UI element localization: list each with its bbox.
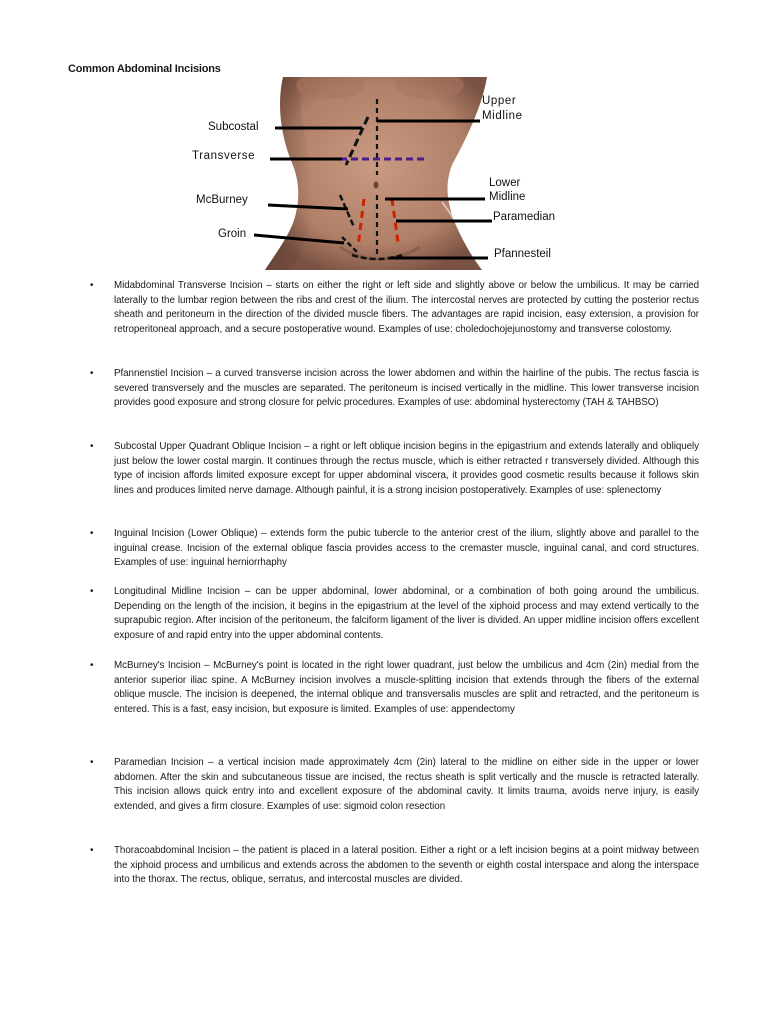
item-text: Subcostal Upper Quadrant Oblique Incision – a right or left oblique incision begins in the epigastrium and extends laterally and obliquely just below the lower costal margin. It continues through the rectus muscle, which is either retracted r transversely divided. Although this type of incision affords limited exposure except for upper abdominal viscera, it provides good cosmetic results because it follows skin lines and produces limited nerve damage. Although painful, it is a strong incision postoperatively. Examples of use: splenectomy bbox=[114, 441, 699, 496]
bullet: • bbox=[90, 528, 94, 539]
label-paramedian: Paramedian bbox=[493, 211, 556, 223]
item-text: Inguinal Incision (Lower Oblique) – extends form the pubic tubercle to the anterior crest of the ilium, slightly above and parallel to the inguinal crease. Incision of the external oblique fascia provides access to the cremaster muscle, inguinal canal, and cord structures. Examples of use: inguinal herniorrhaphy bbox=[114, 528, 699, 569]
bullet: • bbox=[90, 441, 94, 452]
label-mcburney: McBurney bbox=[196, 194, 248, 206]
item-text: McBurney's Incision – McBurney's point is located in the right lower quadrant, just below the umbilicus and 4cm (2in) medial from the anterior superior iliac spine. A McBurney incision involves a muscle-splitting incision that extends through the fibers of the external oblique muscle. The incision is deepened, the internal oblique and transversalis muscles are split and retracted, and the peritoneum is entered. This is a fast, easy incision, but exposure is limited. Examples of use: appendectomy bbox=[114, 660, 699, 715]
item-text: Pfannenstiel Incision – a curved transverse incision across the lower abdomen and within the hairline of the pubis. The rectus fascia is severed transversely and the muscles are separated. The peritoneum is incised vertically in the midline. This lower transverse incision provides good exposure and strong closure for pelvic procedures. Examples of use: abdominal hysterectomy (TAH & TAHBSO) bbox=[114, 368, 699, 409]
item-text: Thoracoabdominal Incision – the patient is placed in a lateral position. Either a right or a left incision begins at a point midway between the xiphoid process and umbilicus and extends across the abdomen to the seventh or eighth costal interspace and along the interspace into the thorax. The rectus, oblique, serratus, and intercostal muscles are divided. bbox=[114, 845, 699, 886]
label-lower-midline-1: Lower bbox=[489, 177, 521, 189]
umbilicus bbox=[374, 182, 379, 189]
label-pfannesteil: Pfannesteil bbox=[494, 248, 551, 260]
item-text: Paramedian Incision – a vertical incision made approximately 4cm (2in) lateral to the midline on either side in the upper or lower abdomen. After the skin and subcutaneous tissue are incised, the rectus sheath is split vertically and the muscle is retracted laterally. This incision allows quick entry into and excellent exposure of the abdominal cavity. It limits trauma, avoids nerve injury, is easily extended, and gives a firm closure. Examples of use: sigmoid colon resection bbox=[114, 757, 699, 812]
bullet: • bbox=[90, 368, 94, 379]
label-transverse: Transverse bbox=[192, 150, 256, 162]
bullet: • bbox=[90, 586, 94, 597]
torso-illustration bbox=[180, 77, 580, 270]
label-upper-midline-1: Upper bbox=[482, 95, 517, 107]
bullet: • bbox=[90, 660, 94, 671]
bullet: • bbox=[90, 757, 94, 768]
label-groin: Groin bbox=[218, 228, 247, 240]
bullet: • bbox=[90, 845, 94, 856]
bullet: • bbox=[90, 280, 94, 291]
item-text: Midabdominal Transverse Incision – starts on either the right or left side and slightly above or below the umbilicus. It may be carried laterally to the lumbar region between the ribs and crest of the ilium. The intercostal nerves are protected by cutting the posterior rectus sheath and peritoneum in the direction of the divided muscle fibers. The advantages are rapid incision, easy extension, a provision for retroperitoneal approach, and a secure postoperative wound. Examples of use: choledochojejunostomy and transverse colostomy. bbox=[114, 280, 699, 335]
abdominal-incisions-figure bbox=[180, 77, 580, 270]
label-lower-midline-2: Midline bbox=[489, 191, 526, 203]
item-text: Longitudinal Midline Incision – can be upper abdominal, lower abdominal, or a combination of both going around the umbilicus. Depending on the length of the incision, it begins in the epigastrium at the level of the xiphoid process and may extend vertically to the suprapubic region. After incision of the peritoneum, the falciform ligament of the liver is divided. An upper midline incision offers excellent exposure of and rapid entry into the upper abdominal contents. bbox=[114, 586, 699, 641]
document-title: Common Abdominal Incisions bbox=[68, 63, 221, 75]
label-upper-midline-2: Midline bbox=[482, 110, 523, 122]
label-subcostal: Subcostal bbox=[208, 121, 259, 133]
